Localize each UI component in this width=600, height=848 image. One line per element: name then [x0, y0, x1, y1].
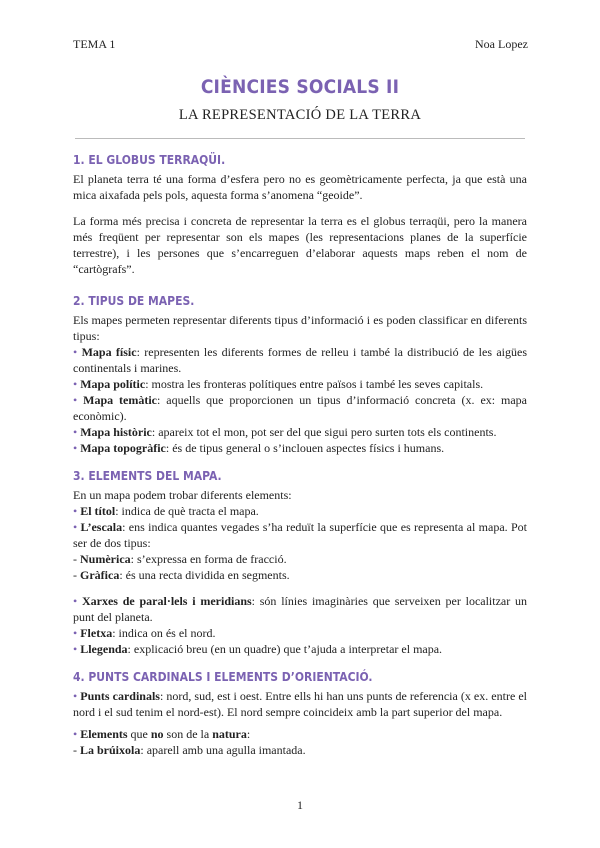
sub-list-item: [73, 551, 527, 567]
list-item: [73, 376, 527, 392]
list-item: [73, 344, 527, 376]
term: Mapa històric: [80, 425, 152, 439]
term: Mapa temàtic: [83, 393, 158, 407]
sub-list-item: [73, 567, 527, 583]
term: L’escala: [80, 520, 123, 534]
page-title: CIÈNCIES SOCIALS II: [200, 76, 400, 98]
term: no: [150, 727, 164, 741]
definition: : mostra les fronteras polítiques entre països i també les seves capitals.: [145, 377, 484, 391]
term: Xarxes de paral·lels i meridians: [81, 594, 252, 608]
definition: : representen les diferents formes de relleu i també la distribució de les aigües continentals i marines.: [73, 345, 527, 375]
section-heading: 1. EL GLOBUS TERRAQÜI.: [73, 153, 226, 167]
list-item: [73, 593, 527, 625]
term: La brúixola: [80, 743, 141, 757]
sub-list-item: [73, 742, 527, 758]
term: Numèrica: [80, 552, 131, 566]
term: Mapa físic: [81, 345, 137, 359]
term: Mapa topogràfic: [80, 441, 166, 455]
definition: : explicació breu (en un quadre) que t’ajuda a interpretar el mapa.: [127, 642, 443, 656]
text-fragment: :: [246, 727, 251, 741]
definition: : indica on és el nord.: [112, 626, 216, 640]
list-item: [73, 440, 527, 456]
definition: : són línies imaginàries que serveixen per localitzar un punt del planeta.: [73, 594, 528, 624]
bullet: •: [73, 425, 78, 439]
paragraph: Els mapes permeten representar diferents tipus d’informació i es poden classificar en diferents tipus:: [73, 313, 527, 343]
list-item: [73, 641, 527, 657]
dash: -: [73, 743, 80, 757]
definition: : és una recta dividida en segments.: [119, 568, 290, 582]
text-fragment: son de la: [163, 727, 213, 741]
definition: : nord, sud, est i oest. Entre ells hi han uns punts de referencia (x ex. entre el nord i el sud tenim el nord-est). El nord sempre coincideix amb la part superior del mapa.: [73, 689, 527, 719]
definition: : aquells que proporcionen un tipus d’informació concreta (x. ex: mapa econòmic).: [73, 393, 528, 423]
term: Llegenda: [80, 642, 128, 656]
bullet: •: [73, 689, 78, 703]
section-heading: 4. PUNTS CARDINALS I ELEMENTS D’ORIENTACIÓ.: [73, 670, 373, 684]
section-heading: 2. TIPUS DE MAPES.: [73, 294, 195, 308]
list-item: [73, 625, 527, 641]
bullet: •: [73, 520, 78, 534]
definition: : ens indica quantes vegades s’ha reduït la superfície que es representa al mapa. Pot ser de dos tipus:: [73, 520, 528, 550]
term: El títol: [80, 504, 116, 518]
paragraph: El planeta terra té una forma d’esfera pero no es geomètricamente perfecta, ja que està una mica aixafada pels pols, aquesta forma s’anomena “geoide”.: [73, 172, 527, 202]
bullet: •: [73, 441, 78, 455]
bullet: •: [73, 345, 78, 359]
term: natura: [212, 727, 247, 741]
bullet: •: [73, 377, 78, 391]
document-body: [73, 146, 527, 758]
term: Gràfica: [80, 568, 120, 582]
term: Fletxa: [80, 626, 113, 640]
dash: -: [73, 568, 80, 582]
bullet: •: [73, 727, 78, 741]
list-item: [73, 424, 527, 440]
definition: : apareix tot el mon, pot ser del que sigui pero surten tots els continents.: [151, 425, 497, 439]
page-subtitle: LA REPRESENTACIÓ DE LA TERRA: [178, 107, 422, 123]
bullet: •: [73, 504, 78, 518]
list-item: [73, 726, 527, 742]
list-item: [73, 503, 527, 519]
header-left: TEMA 1: [73, 37, 116, 51]
section-heading: 3. ELEMENTS DEL MAPA.: [73, 469, 222, 483]
list-item: [73, 392, 527, 424]
term: Punts cardinals: [80, 689, 160, 703]
term: Elements: [80, 727, 128, 741]
header-right: Noa Lopez: [475, 37, 528, 51]
bullet: •: [73, 626, 78, 640]
title-divider: [75, 138, 525, 139]
definition: : és de tipus general o s’inclouen aspectes físics i humans.: [165, 441, 445, 455]
bullet: •: [73, 594, 78, 608]
page-number: 1: [297, 798, 303, 812]
bullet: •: [73, 642, 78, 656]
definition: : indica de què tracta el mapa.: [115, 504, 259, 518]
paragraph: La forma més precisa i concreta de representar la terra es el globus terraqüi, pero la manera més freqüent per representar son els mapes (les representacions planes de la superfície terrestre), i les persones que s’encarreguen d’elaborar aquests maps reben el nom de “cartògrafs”.: [73, 214, 527, 276]
paragraph: En un mapa podem trobar diferents elements:: [73, 488, 292, 502]
list-item: [73, 688, 527, 720]
definition: : s’expressa en forma de fracció.: [130, 552, 287, 566]
text-fragment: que: [127, 727, 151, 741]
term: Mapa polític: [80, 377, 146, 391]
bullet: •: [73, 393, 78, 407]
list-item: [73, 519, 527, 551]
dash: -: [73, 552, 80, 566]
definition: : aparell amb una agulla imantada.: [140, 743, 306, 757]
